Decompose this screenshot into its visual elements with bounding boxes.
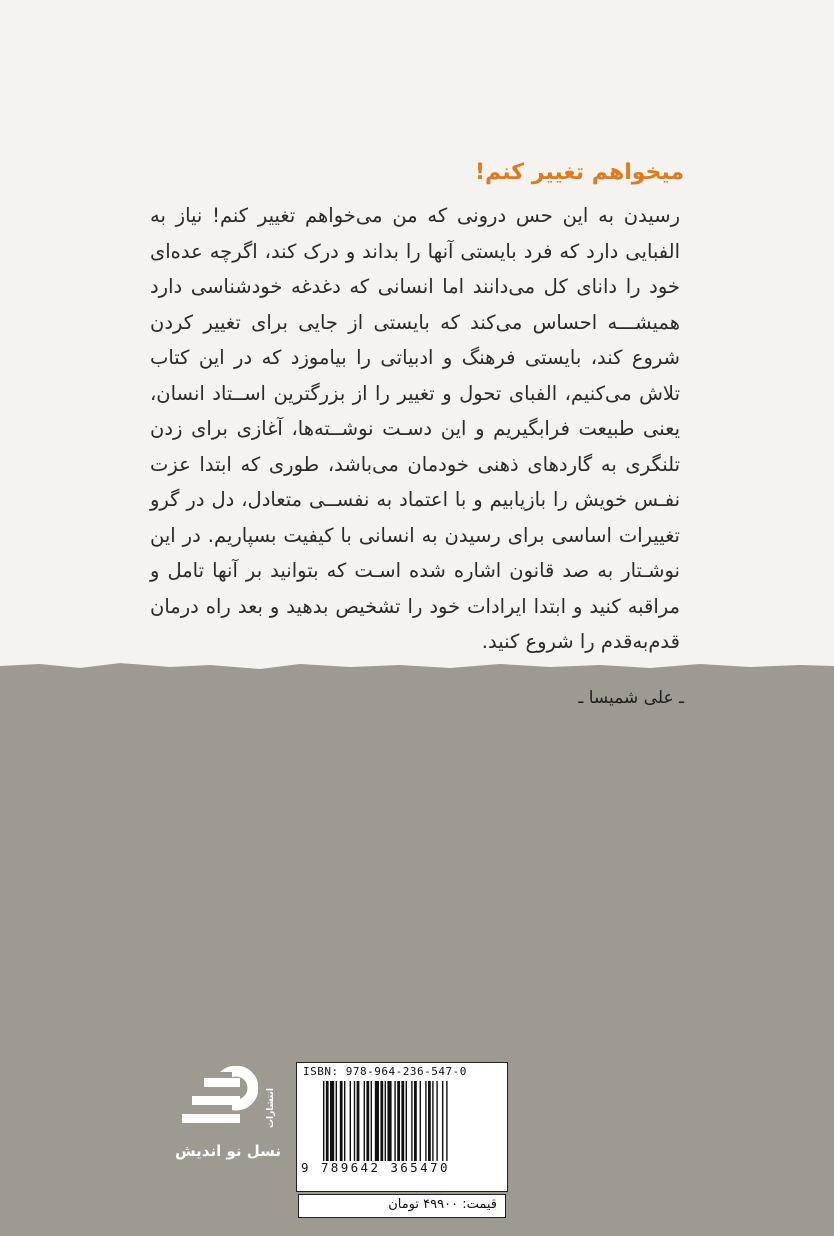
barcode-bar xyxy=(354,1081,355,1161)
barcode-bar xyxy=(330,1081,334,1161)
barcode-bar xyxy=(414,1081,417,1161)
barcode-bar xyxy=(344,1081,345,1161)
barcode-bar xyxy=(387,1081,391,1161)
barcode-bar xyxy=(436,1081,437,1161)
barcode-bar xyxy=(394,1081,395,1161)
isbn-barcode-box xyxy=(296,1062,508,1192)
publisher-logo xyxy=(168,1066,288,1166)
book-title: میخواهم تغییر کنم! xyxy=(475,160,684,185)
price-box xyxy=(298,1194,506,1218)
barcode-bar xyxy=(375,1081,379,1161)
barcode-bar xyxy=(406,1081,407,1161)
publisher-logo-icon xyxy=(178,1066,258,1138)
barcode-bar xyxy=(340,1081,343,1161)
barcode-bar xyxy=(350,1081,351,1161)
publisher-small-label: انتشارات xyxy=(266,1088,276,1128)
publisher-name: نسل نو اندیش xyxy=(174,1142,282,1160)
barcode-icon xyxy=(323,1081,487,1161)
price-label: قیمت: ۴۹۹۰۰ تومان xyxy=(388,1197,497,1212)
barcode-bar xyxy=(380,1081,383,1161)
barcode-bar xyxy=(420,1081,421,1161)
barcode-bar xyxy=(385,1081,386,1161)
barcode-bar xyxy=(371,1081,372,1161)
barcode-bar xyxy=(446,1081,447,1161)
barcode-bar xyxy=(323,1081,324,1161)
isbn-label: ISBN: 978-964-236-547-0 xyxy=(303,1065,467,1078)
barcode-bar xyxy=(401,1081,404,1161)
barcode-bar xyxy=(428,1081,431,1161)
barcode-bar xyxy=(432,1081,433,1161)
barcode-bar xyxy=(326,1081,329,1161)
barcode-bar xyxy=(425,1081,426,1161)
torn-paper-edge xyxy=(0,656,834,680)
barcode-bar xyxy=(442,1081,443,1161)
barcode-bar xyxy=(364,1081,365,1161)
back-cover-paragraph: رسیدن به این حس درونی که من می‌خواهم تغییر کنم! نیاز به الفبایی دارد که فرد بایستی آنها را بداند و درک کند، اگرچه عده‌ای خود را دانای کل می‌دانند اما انسانی که دغدغه خودشناسی دارد همیشـــه احساس می‌کند که بایستی از جایی برای تغییر کردن شروع کند، بایستی فرهنگ و ادبیاتی را بیاموزد که در این کتاب تلاش می‌کنیم، الفبای تحول و تغییر را از بزرگترین اســتاد انسان، یعنی طبیعت فرابگیریم و این دسـت نوشــته‌ها، آغازی برای زدن تلنگری به گاردهای ذهنی خودمان می‌باشد، طوری که ابتدا عزت نفـس خویش را بازیابیم و با اعتماد به نفســی متعادل، دل در گرو تغییرات اساسی برای رسیدن به انسانی با کیفیت بسپاریم. در این نوشـتار به صد قانون اشاره شده اسـت که بتوانید بر آنها تامل و مراقبه کنید و ابتدا ایرادات خود را تشخیص بدهید و بعد راه درمان قدم‌به‌قدم را شروع کنید. xyxy=(150,204,680,653)
barcode-bar xyxy=(366,1081,369,1161)
barcode-bar xyxy=(336,1081,337,1161)
barcode-digits: 9 789642 365470 xyxy=(301,1160,450,1175)
barcode-bar xyxy=(411,1081,412,1161)
author-name: ـ علی شمیسا ـ xyxy=(578,688,684,708)
barcode-bar xyxy=(357,1081,360,1161)
barcode-bar xyxy=(397,1081,400,1161)
